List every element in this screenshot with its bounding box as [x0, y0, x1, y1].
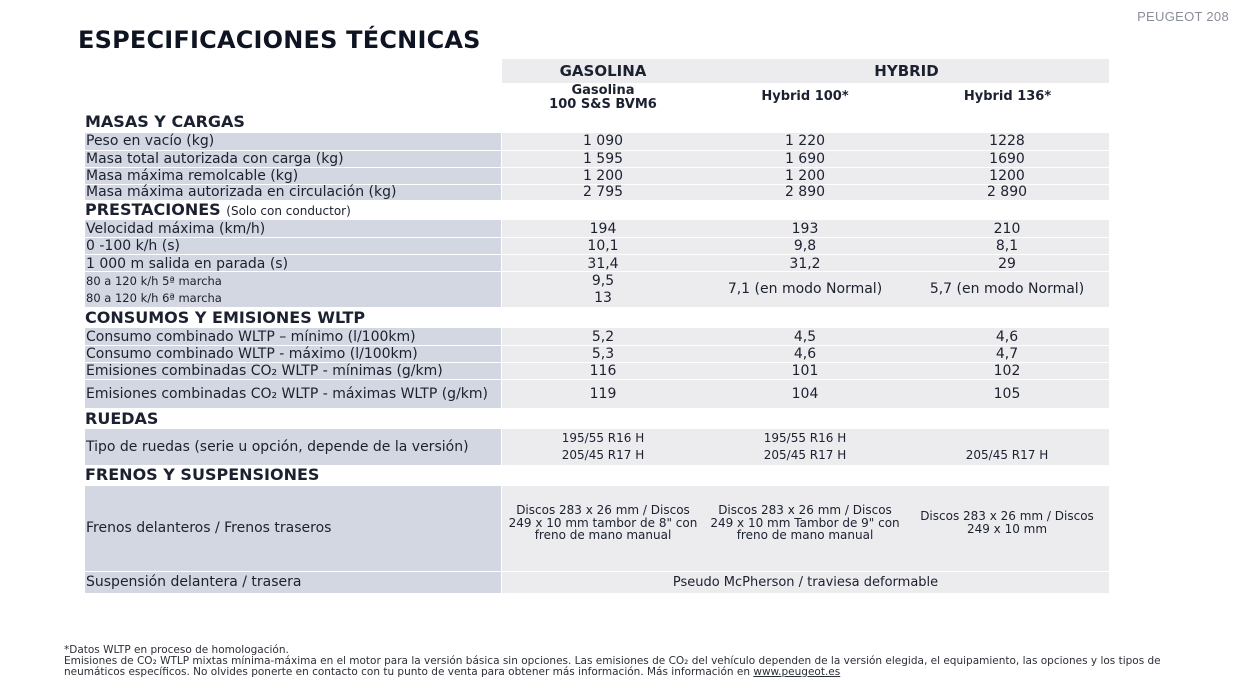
- cell-value: 1 595: [582, 151, 624, 167]
- cell-value: 1 200: [582, 168, 624, 184]
- section-ruedas-title: RUEDAS: [85, 409, 159, 428]
- cell-value: 105: [993, 386, 1021, 402]
- footnote-line-2: Emisiones de CO₂ WTLP mixtas mínima-máxima en el motor para la versión básica sin opciones. Las emisiones de CO₂ del vehículo dependen de la versión elegida, el equipamiento, las opciones y los tipos de: [64, 655, 1161, 667]
- header-group-hybrid: HYBRID: [874, 62, 939, 80]
- cell-frenos-gasolina: Discos 283 x 26 mm / Discos 249 x 10 mm tambor de 8" con freno de mano manual: [508, 503, 698, 542]
- header-col-gasolina-line1: Gasolina: [571, 83, 635, 98]
- cell-frenos-hybrid-100: Discos 283 x 26 mm / Discos 249 x 10 mm Tambor de 9" con freno de mano manual: [710, 503, 900, 542]
- header-group-gasolina: GASOLINA: [559, 62, 647, 80]
- row-label-1000m: 1 000 m salida en parada (s): [86, 256, 289, 272]
- cell-value: 193: [791, 221, 819, 237]
- section-prestaciones-label: PRESTACIONES: [85, 200, 221, 219]
- cell-value: 116: [589, 363, 617, 379]
- footnote-line-3: [64, 667, 840, 678]
- header-col-hybrid-136: Hybrid 136*: [963, 89, 1052, 104]
- row-label-80-120-5a: 80 a 120 k/h 5ª marcha: [86, 274, 222, 288]
- cell-value: 10,1: [587, 238, 619, 254]
- row-label-emisiones-max: Emisiones combinadas CO₂ WLTP - máximas WLTP (g/km): [86, 386, 488, 402]
- footnote-line-1: *Datos WLTP en proceso de homologación.: [64, 644, 289, 656]
- row-label-frenos: Frenos delanteros / Frenos traseros: [86, 520, 332, 536]
- cell-value: 1228: [989, 133, 1025, 149]
- section-prestaciones-note: (Solo con conductor): [226, 204, 351, 218]
- cell-value: 9,8: [793, 238, 817, 254]
- cell-value: 101: [791, 363, 819, 379]
- cell-value: 2 795: [582, 184, 624, 200]
- cell-value: 195/55 R16 H: [561, 431, 645, 445]
- cell-value: 1 220: [784, 133, 826, 149]
- cell-value: 4,5: [793, 329, 817, 345]
- cell-value: 119: [589, 386, 617, 402]
- cell-value: 102: [993, 363, 1021, 379]
- cell-merged-hybrid-136: 5,7 (en modo Normal): [929, 281, 1085, 297]
- cell-value: 2 890: [986, 184, 1028, 200]
- cell-value: 195/55 R16 H: [763, 431, 847, 445]
- cell-value: 205/45 R17 H: [763, 448, 847, 462]
- section-masas-title: MASAS Y CARGAS: [85, 112, 245, 131]
- cell-value: 4,7: [995, 346, 1019, 362]
- brand-label: PEUGEOT 208: [1137, 9, 1229, 24]
- header-col-gasolina-line2: 100 S&S BVM6: [549, 97, 657, 112]
- row-divider: [85, 254, 1109, 255]
- section-frenos-title: FRENOS Y SUSPENSIONES: [85, 465, 320, 484]
- cell-value: 4,6: [995, 329, 1019, 345]
- cell-value: 4,6: [793, 346, 817, 362]
- row-label-tipo-ruedas: Tipo de ruedas (serie u opción, depende de la versión): [86, 439, 469, 455]
- cell-merged-hybrid-100: 7,1 (en modo Normal): [727, 281, 883, 297]
- cell-value: 1690: [989, 151, 1025, 167]
- row-label-emisiones-min: Emisiones combinadas CO₂ WLTP - mínimas (g/km): [86, 363, 443, 379]
- cell-value: 210: [993, 221, 1021, 237]
- cell-value: 31,4: [587, 256, 619, 272]
- header-col-gasolina: [502, 84, 704, 112]
- cell-value: 13: [594, 290, 612, 306]
- row-label-80-120-6a: 80 a 120 k/h 6ª marcha: [86, 291, 222, 305]
- row-label-suspension: Suspensión delantera / trasera: [86, 574, 302, 590]
- cell-value: 9,5: [591, 273, 615, 289]
- cell-value: 29: [998, 256, 1016, 272]
- cell-value: 8,1: [995, 238, 1019, 254]
- row-label-masa-total: Masa total autorizada con carga (kg): [86, 151, 344, 167]
- cell-suspension: Pseudo McPherson / traviesa deformable: [672, 575, 939, 590]
- footnote-link[interactable]: www.peugeot.es: [753, 666, 841, 678]
- cell-value: 104: [791, 386, 819, 402]
- footnote-text: neumáticos específicos. No olvides ponerte en contacto con tu punto de venta para obtener más información. Más información en: [64, 666, 751, 678]
- row-label-peso-vacio: Peso en vacío (kg): [86, 133, 215, 149]
- row-label-0-100: 0 -100 k/h (s): [86, 238, 180, 254]
- cell-value: 5,2: [591, 329, 615, 345]
- row-label-masa-circulacion: Masa máxima autorizada en circulación (kg): [86, 184, 397, 200]
- cell-frenos-hybrid-136: Discos 283 x 26 mm / Discos 249 x 10 mm: [920, 509, 1094, 536]
- row-divider: [85, 379, 1109, 380]
- cell-value: 194: [589, 221, 617, 237]
- header-col-hybrid-100: Hybrid 100*: [761, 89, 849, 104]
- cell-value: 5,3: [591, 346, 615, 362]
- section-consumos-title: CONSUMOS Y EMISIONES WLTP: [85, 308, 366, 327]
- cell-value: 1200: [989, 168, 1025, 184]
- row-label-consumo-min: Consumo combinado WLTP – mínimo (l/100km): [86, 329, 416, 345]
- cell-value: 2 890: [784, 184, 826, 200]
- row-label-consumo-max: Consumo combinado WLTP - máximo (l/100km): [86, 346, 418, 362]
- row-label-velocidad: Velocidad máxima (km/h): [86, 221, 266, 237]
- row-label-masa-remolcable: Masa máxima remolcable (kg): [86, 168, 299, 184]
- section-prestaciones-title: [85, 200, 351, 219]
- cell-value: 1 690: [784, 151, 826, 167]
- cell-value: 31,2: [789, 256, 821, 272]
- cell-value: 205/45 R17 H: [561, 448, 645, 462]
- cell-value: 205/45 R17 H: [965, 448, 1049, 462]
- cell-value: 1 090: [582, 133, 624, 149]
- page-title: ESPECIFICACIONES TÉCNICAS: [78, 26, 481, 54]
- cell-value: 1 200: [784, 168, 826, 184]
- row-divider: [85, 571, 1109, 572]
